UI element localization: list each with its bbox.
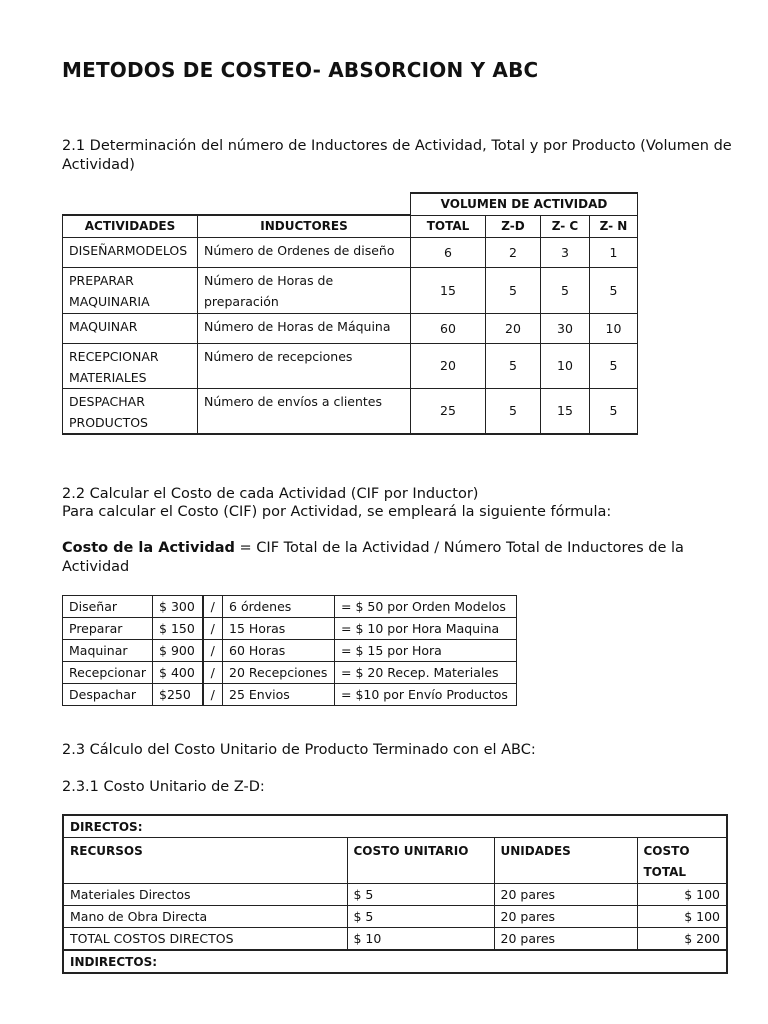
cell-zd: 5 (486, 343, 541, 388)
col-inductores: INDUCTORES (198, 215, 411, 237)
cell-unidades: 20 pares (494, 928, 637, 951)
table-row (63, 684, 517, 706)
cell-recurso: TOTAL COSTOS DIRECTOS (63, 928, 347, 951)
cell-inductor: 15 Horas (223, 618, 335, 640)
cell-zc: 15 (541, 388, 590, 434)
cell-result: = $ 20 Recep. Materiales (335, 662, 517, 684)
activity-volume-table (62, 192, 638, 435)
table-row (63, 388, 638, 434)
cell-costo-unitario: $ 5 (347, 884, 494, 906)
cell-zc: 10 (541, 343, 590, 388)
cell-total: 60 (411, 313, 486, 343)
formula-text (62, 539, 712, 577)
col-actividades: ACTIVIDADES (63, 215, 198, 237)
section-2-2-heading: 2.2 Calcular el Costo de cada Actividad (CIF por Inductor) (62, 486, 479, 502)
cell-divider: / (203, 684, 223, 706)
cell-actividad: DISEÑARMODELOS (63, 237, 198, 267)
cell-inductor: Número de recepciones (198, 343, 411, 388)
cell-costo-unitario: $ 10 (347, 928, 494, 951)
page-title: METODOS DE COSTEO- ABSORCION Y ABC (62, 58, 539, 82)
section-2-3-1-heading: 2.3.1 Costo Unitario de Z-D: (62, 779, 265, 795)
cell-result: = $10 por Envío Productos (335, 684, 517, 706)
cell-inductor: 6 órdenes (223, 596, 335, 618)
cell-zd: 20 (486, 313, 541, 343)
cell-divider: / (203, 640, 223, 662)
col-zd: Z-D (486, 215, 541, 237)
cell-total: 20 (411, 343, 486, 388)
cell-costo-total: $ 200 (637, 928, 727, 951)
table-row (63, 618, 517, 640)
cell-cif: $250 (153, 684, 203, 706)
table-row (63, 906, 727, 928)
cell-activity: Diseñar (63, 596, 153, 618)
cell-inductor: Número de Ordenes de diseño (198, 237, 411, 267)
unit-cost-table (62, 814, 728, 974)
table-header-row (63, 215, 638, 237)
volume-group-header: VOLUMEN DE ACTIVIDAD (411, 193, 638, 215)
directos-label: DIRECTOS: (63, 815, 727, 838)
col-recursos: RECURSOS (63, 838, 347, 884)
cell-costo-total: $ 100 (637, 906, 727, 928)
cell-inductor: Número de envíos a clientes (198, 388, 411, 434)
cell-inductor: 60 Horas (223, 640, 335, 662)
section-2-1-heading: 2.1 Determinación del número de Inductores de Actividad, Total y por Producto (Volumen de Actividad) (62, 138, 732, 173)
cell-unidades: 20 pares (494, 906, 637, 928)
cell-zn: 5 (590, 267, 638, 313)
cell-total: 6 (411, 237, 486, 267)
cell-divider: / (203, 596, 223, 618)
cell-inductor: Número de Horas de preparación (198, 267, 411, 313)
cell-activity: Despachar (63, 684, 153, 706)
cell-result: = $ 15 por Hora (335, 640, 517, 662)
cell-divider: / (203, 618, 223, 640)
cell-costo-total: $ 100 (637, 884, 727, 906)
cell-inductor: Número de Horas de Máquina (198, 313, 411, 343)
col-total: TOTAL (411, 215, 486, 237)
cell-inductor: 25 Envios (223, 684, 335, 706)
table-row (63, 640, 517, 662)
cell-cif: $ 300 (153, 596, 203, 618)
table-row (63, 596, 517, 618)
table-row (63, 343, 638, 388)
table-row (63, 884, 727, 906)
indirectos-label: INDIRECTOS: (63, 950, 727, 973)
cell-zn: 5 (590, 388, 638, 434)
cell-cif: $ 400 (153, 662, 203, 684)
cell-activity: Recepcionar (63, 662, 153, 684)
col-zn: Z- N (590, 215, 638, 237)
cell-recurso: Mano de Obra Directa (63, 906, 347, 928)
table-row (63, 237, 638, 267)
formula-expression: = CIF Total de la Actividad / Número Total de Inductores de la Actividad (62, 540, 684, 575)
cell-zc: 30 (541, 313, 590, 343)
cell-result: = $ 50 por Orden Modelos (335, 596, 517, 618)
cell-total: 15 (411, 267, 486, 313)
cell-inductor: 20 Recepciones (223, 662, 335, 684)
table-row (63, 928, 727, 951)
cell-cif: $ 900 (153, 640, 203, 662)
cell-activity: Maquinar (63, 640, 153, 662)
cell-total: 25 (411, 388, 486, 434)
cell-unidades: 20 pares (494, 884, 637, 906)
cell-activity: Preparar (63, 618, 153, 640)
cell-recurso: Materiales Directos (63, 884, 347, 906)
table-row (63, 662, 517, 684)
table-header-row (63, 838, 727, 884)
col-costo-unitario: COSTO UNITARIO (347, 838, 494, 884)
cell-zc: 5 (541, 267, 590, 313)
cell-costo-unitario: $ 5 (347, 906, 494, 928)
formula-label: Costo de la Actividad (62, 540, 235, 556)
col-costo-total: COSTO TOTAL (637, 838, 727, 884)
cell-zd: 5 (486, 267, 541, 313)
cell-zd: 2 (486, 237, 541, 267)
table-row (63, 267, 638, 313)
table-row (63, 313, 638, 343)
cell-actividad: MAQUINAR (63, 313, 198, 343)
cell-result: = $ 10 por Hora Maquina (335, 618, 517, 640)
cell-actividad: RECEPCIONAR MATERIALES (63, 343, 198, 388)
section-2-2-intro: Para calcular el Costo (CIF) por Actividad, se empleará la siguiente fórmula: (62, 504, 612, 520)
cell-actividad: PREPARAR MAQUINARIA (63, 267, 198, 313)
activity-cost-table (62, 595, 517, 706)
cell-divider: / (203, 662, 223, 684)
cell-zd: 5 (486, 388, 541, 434)
cell-zn: 1 (590, 237, 638, 267)
section-2-3-heading: 2.3 Cálculo del Costo Unitario de Producto Terminado con el ABC: (62, 742, 536, 758)
col-unidades: UNIDADES (494, 838, 637, 884)
cell-zc: 3 (541, 237, 590, 267)
cell-cif: $ 150 (153, 618, 203, 640)
cell-zn: 5 (590, 343, 638, 388)
cell-zn: 10 (590, 313, 638, 343)
cell-actividad: DESPACHAR PRODUCTOS (63, 388, 198, 434)
col-zc: Z- C (541, 215, 590, 237)
